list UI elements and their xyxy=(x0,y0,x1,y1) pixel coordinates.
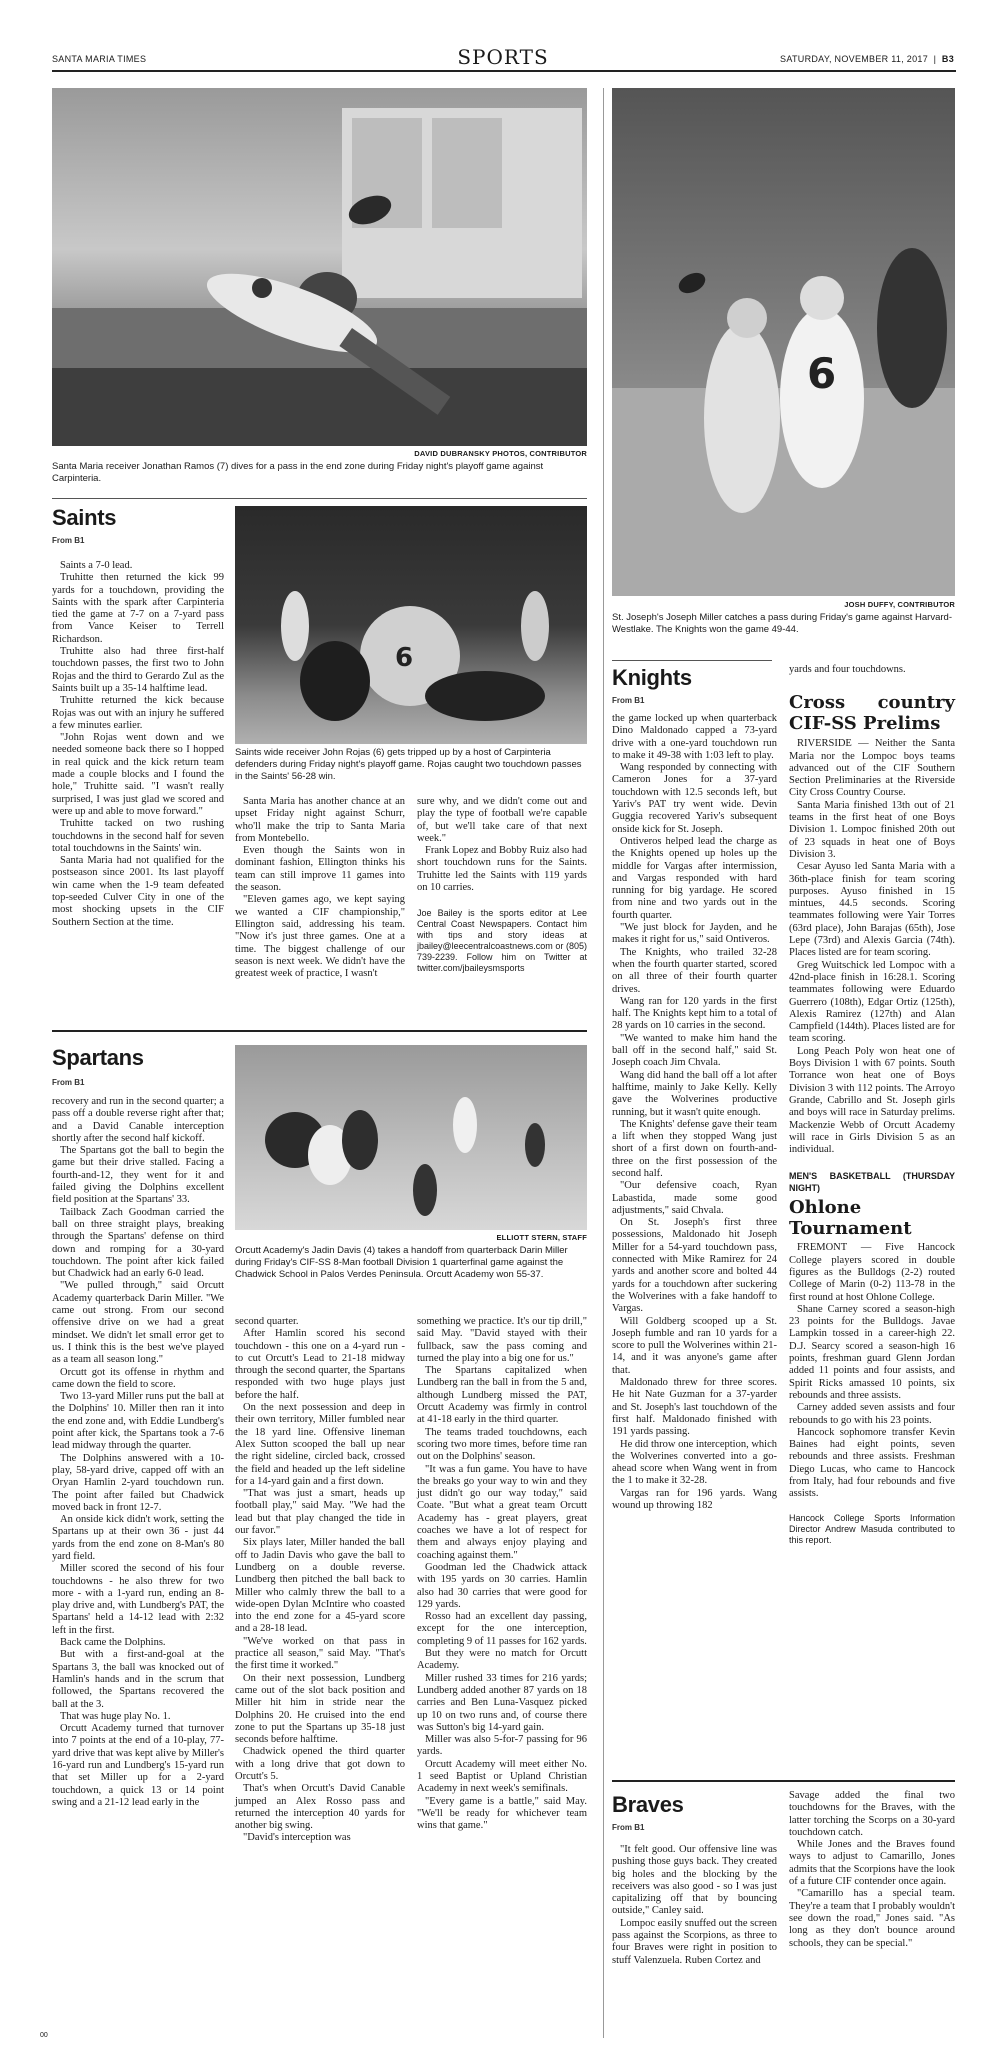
paper-name: SANTA MARIA TIMES xyxy=(52,54,147,64)
paragraph: Miller scored the second of his four touchdowns - he also threw for two more - with a 1-yard run, ending an 8-play drive and, with Lundberg's PAT, the Spartans' held a 14-12 lead with 2:32 left in the first. xyxy=(52,1563,224,1636)
paragraph: "We just block for Jayden, and he makes it right for us," said Ontiveros. xyxy=(612,922,777,946)
section-title: SPORTS xyxy=(457,45,549,69)
paragraph: Will Goldberg scooped up a St. Joseph fumble and ran 10 yards for a score to pull the Wolverines within 21-14, and it was anyone's game after that. xyxy=(612,1315,777,1376)
paragraph: the game locked up when quarterback Dino Maldonado capped a 73-yard drive with a one-yard touchdown run to make it 49-38 with 1:03 left to play. xyxy=(612,713,777,761)
paragraph: Vargas ran for 196 yards. Wang wound up throwing 182 xyxy=(612,1487,777,1511)
paragraph: After Hamlin scored his second touchdown - this one on a 4-yard run - to cut Orcutt's Lead to 21-18 midway through the second quarter, the Spartans responded with two huge plays just before the half. xyxy=(235,1328,405,1401)
saints-column-1 xyxy=(52,560,224,929)
saints-headline: Saints xyxy=(52,505,117,530)
braves-column-1 xyxy=(612,1844,777,1967)
page-date: SATURDAY, NOVEMBER 11, 2017 | B3 xyxy=(780,54,954,64)
paragraph: Truhitte then returned the kick 99 yards for a touchdown, providing the Saints with the spark after Carpinteria tied the game at 7-7 on a 7-yard pass from Vance Keiser to Terrell Richardson. xyxy=(52,572,224,645)
date-text: SATURDAY, NOVEMBER 11, 2017 xyxy=(780,54,929,64)
photo-caption: Orcutt Academy's Jadin Davis (4) takes a handoff from quarterback Darin Miller during Friday's CIF-SS 8-Man football Division 1 quarterfinal game against the Chadwick School in Palos Verdes Peninsula. Orcutt Academy won 55-37. xyxy=(235,1245,568,1280)
paragraph: Hancock sophomore transfer Kevin Baines had eight points, seven rebounds and three assists. Freshman Diego Lucas, who came to Hancock from Italy, had four rebounds and five assists. xyxy=(789,1426,955,1500)
paragraph: Miller was also 5-for-7 passing for 96 yards. xyxy=(417,1734,587,1758)
paragraph: Back came the Dolphins. xyxy=(60,1637,166,1649)
story-rule xyxy=(612,1780,955,1782)
diving-receiver-image xyxy=(52,88,587,446)
paragraph: Miller rushed 33 times for 216 yards; Lundberg added another 87 yards on 18 carries and Ben Luna-Vasquez picked up 10 on two runs and, of course there was Sutton's big 14-yard gain. xyxy=(417,1672,587,1733)
paragraph: Lompoc easily snuffed out the screen pass against the Scorpions, as three to four Braves were right in position to stuff Valenzuela. Ruben Cortez and xyxy=(612,1917,777,1966)
paragraph: On the next possession and deep in their own territory, Miller fumbled near the 18 yard line. Offensive lineman Alex Sutton scooped the ball up near the right sideline, circled back, crossed the field and headed up the left sideline for a 14-yard gain and a first down. xyxy=(235,1402,405,1487)
paragraph: "We wanted to make him hand the ball off in the second half," said St. Joseph coach Jim Chvala. xyxy=(612,1032,777,1069)
braves-column-2 xyxy=(789,1790,955,1950)
paragraph: Santa Maria had not qualified for the postseason since 2001. Its last playoff win came when the 1-9 team defeated top-seeded Culver City in one of the most shocking upsets in the CIF Southern Section at the time. xyxy=(52,855,224,928)
paragraph: Santa Maria has another chance at an upset Friday night against Schurr, who'll make the trip to Santa Maria from Montebello. xyxy=(235,796,405,844)
cross-country-headline: Cross country CIF-SS Prelims xyxy=(789,692,955,735)
paragraph: Orcutt got its offense in rhythm and came down the field to score. xyxy=(52,1366,224,1390)
ohlone-tagline: Hancock College Sports Information Director Andrew Masuda contributed to this report. xyxy=(789,1512,955,1545)
photo-ramos-dive xyxy=(52,88,587,446)
paragraph: Two 13-yard Miller runs put the ball at the Dolphins' 10. Miller then ran it into the end zone and, with Eddie Lundberg's point after kick, the Spartans took a 7-6 lead midway through the quarter. xyxy=(52,1391,224,1452)
paragraph: Wang ran for 120 yards in the first half. The Knights kept him to a total of 28 yards on 10 carries in the second. xyxy=(612,995,777,1032)
spartans-jump: From B1 xyxy=(52,1078,85,1087)
paragraph: Rosso had an excellent day passing, except for the one interception, completing 9 of 11 passes for 162 yards. xyxy=(417,1611,587,1647)
paragraph: Saints a 7-0 lead. xyxy=(60,560,133,571)
paragraph: Carney added seven assists and four rebounds to go with his 23 points. xyxy=(789,1402,955,1426)
spartans-column-1 xyxy=(52,1096,224,1809)
paragraph: "That was just a smart, heads up football play," said May. "We had the lead but that play changed the tide in our favor." xyxy=(235,1488,405,1537)
paragraph: something we practice. It's our tip drill," said May. "David stayed with their fullback, saw the pass coming and turned the play into a big one for us." xyxy=(417,1316,587,1364)
paragraph: recovery and run in the second quarter; a pass off a double reverse right after that; and a David Canable interception shortly after the second half kickoff. xyxy=(52,1096,224,1144)
paragraph: "Eleven games ago, we kept saying we wanted a CIF championship," Ellington said, addressing his team. "Now it's just three games. One at a time. The biggest challenge of our season is next week. We didn't have the greatest week of practice, I wasn't xyxy=(235,894,405,980)
briefs-column xyxy=(789,664,955,1546)
saints-jump: From B1 xyxy=(52,536,85,545)
photo-credit: DAVID DUBRANSKY PHOTOS, CONTRIBUTOR xyxy=(414,449,587,458)
paragraph: The teams traded touchdowns, each scoring two more times, before time ran out on the Dolphins' season. xyxy=(417,1426,587,1463)
paragraph: Cesar Ayuso led Santa Maria with a 36th-place finish for team scoring purposes. Ayuso finished in 15 mintues, 44.5 seconds. Scoring teammates following were Yair Torres (63rd place), John Barajas (65th), Jose Lepe (73rd) and Alexis Garcia (74th). Places listed are for team scoring. xyxy=(789,861,955,959)
page-number: B3 xyxy=(941,54,954,64)
paragraph: "Our defensive coach, Ryan Labastida, made some good adjustments," said Chvala. xyxy=(612,1180,777,1216)
paragraph: Even though the Saints won in dominant fashion, Ellington thinks his team can still improve 11 games into the season. xyxy=(235,845,405,894)
photo-caption: Saints wide receiver John Rojas (6) gets tripped up by a host of Carpinteria defenders during Friday night's playoff game. Rojas caught two touchdown passes in the Saints' 56-28 win. xyxy=(235,747,582,782)
catch-image xyxy=(612,88,955,596)
knights-column-1 xyxy=(612,713,777,1512)
saints-column-2 xyxy=(235,796,405,980)
paragraph: The Knights, who trailed 32-28 when the fourth quarter started, scored on all three of their fourth quarter drives. xyxy=(612,946,777,995)
paragraph: Truhitte also had three first-half touchdown passes, the first two to John Rojas and the third to Gerardo Zul as the Saints built up a 35-14 halftime lead. xyxy=(52,646,224,694)
saints-column-3 xyxy=(417,796,587,974)
photo-caption: St. Joseph's Joseph Miller catches a pass during Friday's game against Harvard-Westlake. The Knights won the game 49-44. xyxy=(612,612,952,635)
photo-miller-catch xyxy=(612,88,955,596)
header-rule xyxy=(52,70,956,72)
photo-credit: JOSH DUFFY, CONTRIBUTOR xyxy=(844,600,955,609)
knights-headline: Knights xyxy=(612,665,692,690)
paragraph: Chadwick opened the third quarter with a long drive that got down to Orcutt's 5. xyxy=(235,1746,405,1782)
paragraph: "We've worked on that pass in practice all season," said May. "That's the first time it worked." xyxy=(235,1635,405,1672)
paragraph: second quarter. xyxy=(235,1316,299,1327)
paragraph: That's when Orcutt's David Canable jumped an Alex Rosso pass and returned the interception 40 yards for another big swing. xyxy=(235,1783,405,1832)
paragraph: Frank Lopez and Bobby Ruiz also had short touchdown runs for the Saints. Truhitte led the Saints with 119 yards on 10 carries. xyxy=(417,845,587,894)
paragraph: That was huge play No. 1. xyxy=(60,1710,171,1722)
braves-jump: From B1 xyxy=(612,1823,645,1832)
paragraph: While Jones and the Braves found ways to adjust to Camarillo, Jones admits that the Scorpions have the look of a future CIF contender once again. xyxy=(789,1839,955,1888)
paragraph: Orcutt Academy will meet either No. 1 seed Baptist or Upland Christian Academy in next week's semifinals. xyxy=(417,1758,587,1795)
paragraph: The Knights' defense gave their team a lift when they stopped Wang just short of a first down on fourth-and-three on the first possession of the second half. xyxy=(612,1118,777,1179)
paragraph: Wang responded by connecting with Cameron Jones for a 37-yard touchdown with 12.5 seconds left, but Yariv's PAT try went wide. Devin Guggia recovered Yariv's subsequent onside kick for St. Joseph. xyxy=(612,762,777,835)
paragraph: sure why, and we didn't come out and play the type of football we're capable of, but we'll take care of that next week." xyxy=(417,796,587,844)
paragraph: But with a first-and-goal at the Spartans 3, the ball was knocked out of Hamlin's hands and in the scrum that followed, the Spartans recovered the ball at the 3. xyxy=(52,1649,224,1710)
svg-text:6: 6 xyxy=(807,349,837,398)
paragraph: Six plays later, Miller handed the ball off to Jadin Davis who gave the ball to Lundberg on a double reverse. Lundberg then pitched the ball back to Miller who calmly threw the ball to a wide-open Dylan McIntire who coasted into the end zone for a 45-yard score and a 28-18 lead. xyxy=(235,1537,405,1635)
paragraph: "David's interception was xyxy=(243,1832,351,1844)
column-divider xyxy=(603,88,604,2038)
paragraph: Orcutt Academy turned that turnover into 7 points at the end of a 10-play, 77-yard drive that was kept alive by Miller's 16-yard run and Lundberg's 15-yard run that set Miller up for a 2-yard touchdown, a quick 13 or 14 point swing and a 21-12 lead early in the xyxy=(52,1723,224,1808)
ohlone-kicker: MEN'S BASKETBALL (THURSDAY NIGHT) xyxy=(789,1171,955,1194)
tackle-image xyxy=(235,506,587,744)
paragraph: Maldonado threw for three scores. He hit Nate Guzman for a 37-yarder and St. Joseph's last touchdown of the first half. Maldonado finished with 191 yards passing. xyxy=(612,1377,777,1438)
paragraph: RIVERSIDE — Neither the Santa Maria nor the Lompoc boys teams advanced out of the CIF Southern Section Preliminaries at the Riverside City Cross Country Course. xyxy=(789,738,955,799)
paragraph: Ontiveros helped lead the charge as the Knights opened up holes up the middle for Vargas after intermission, and Vargas responded with hard running for big yardage. He scored from nine and two yards out in the fourth quarter. xyxy=(612,835,777,921)
photo-caption: Santa Maria receiver Jonathan Ramos (7) dives for a pass in the end zone during Friday night's playoff game against Carpinteria. xyxy=(52,461,544,484)
paragraph: "Every game is a battle," said May. "We'll be ready for whichever team wins that game." xyxy=(417,1795,587,1832)
paragraph: Greg Wuitschick led Lompoc with a 42nd-place finish in 16:28.1. Scoring teammates following were Eduardo Guerrero (108th), Edgar Ortiz (125th), Alexis Ramirez (127th) and Alan Campfield (144th). Places listed are for team scoring. xyxy=(789,959,955,1045)
paragraph: "Camarillo has a special team. They're a team that I probably wouldn't see down the road," Jones said. "As long as they don't bounce around schools, they can be special." xyxy=(789,1888,955,1949)
photo-davis-handoff xyxy=(235,1045,587,1230)
paragraph: On their next possession, Lundberg came out of the slot back position and Miller hit him in stride near the Dolphins 20. He cruised into the end zone to put the Spartans up 35-18 just seconds before halftime. xyxy=(235,1672,405,1746)
paragraph: An onside kick didn't work, setting the Spartans up at their own 36 - just 44 yards from the end zone on 8-Man's 80 yard field. xyxy=(52,1514,224,1562)
paragraph: "We pulled through," said Orcutt Academy quarterback Darin Miller. "We came out strong. From our second offensive drive on we had a great mindset. We didn't let small error get to us. I think this is the best we've played as a team all season long." xyxy=(52,1280,224,1366)
page-footer-code: 00 xyxy=(40,2032,48,2039)
story-rule xyxy=(612,660,772,661)
paragraph: Savage added the final two touchdowns for the Braves, with the latter torching the Scorps on a 30-yard touchdown catch. xyxy=(789,1790,955,1838)
paragraph: On St. Joseph's first three possessions, Maldonado hit Joseph Miller for a 54-yard touchdown pass, connected with Mike Ramirez for 24 yards and another score and bolted 44 yards for a touchdown after suckering the Wolverines with a fake handoff to Vargas. xyxy=(612,1217,777,1315)
paragraph: Santa Maria finished 13th out of 21 teams in the first heat of one Boys Division 1. Lompoc finished 20th out of 23 squads in heat one of Boys Division 3. xyxy=(789,799,955,860)
photo-credit: ELLIOTT STERN, STAFF xyxy=(496,1233,587,1242)
paragraph: Truhitte returned the kick because Rojas was out with an injury he suffered a few minutes earlier. xyxy=(52,695,224,731)
paragraph: "It felt good. Our offensive line was pushing those guys back. They created big holes and the blocking by the receivers was also good - so I was just capitalizing off that by bouncing outside," Canley said. xyxy=(612,1844,777,1917)
paragraph: yards and four touchdowns. xyxy=(789,664,906,675)
paragraph: Wang did hand the ball off a lot after halftime, mainly to Jake Kelly. Kelly gave the Wolverines productive running, but it wasn't quite enough. xyxy=(612,1069,777,1118)
paragraph: Truhitte tacked on two rushing touchdowns in the second half for seven total touchdowns in the Saints' win. xyxy=(52,818,224,854)
handoff-image xyxy=(235,1045,587,1230)
spartans-column-3 xyxy=(417,1316,587,1832)
paragraph: The Dolphins answered with a 10-play, 58-yard drive, capped off with an Oryan Hamlin 2-yard touchdown run. The point after failed but Chadwick moved back in front 12-7. xyxy=(52,1452,224,1513)
paragraph: "John Rojas went down and we needed someone back there so I hopped in real quick and the kick return team made a couple blocks and I found the hole," Truhitte said. "I wasn't really surprised, I was just glad we scored and were up and able to move forward." xyxy=(52,732,224,817)
braves-headline: Braves xyxy=(612,1792,684,1817)
photo-rojas-tackled xyxy=(235,506,587,744)
spartans-column-2 xyxy=(235,1316,405,1845)
paragraph: But they were no match for Orcutt Academy. xyxy=(417,1648,587,1672)
spartans-headline: Spartans xyxy=(52,1045,144,1070)
paragraph: Goodman led the Chadwick attack with 195 yards on 30 carries. Hamlin also had 30 carries that were good for 129 yards. xyxy=(417,1561,587,1610)
paragraph: He did throw one interception, which the Wolverines converted into a go-ahead score when Wang went in from the 1 to make it 32-28. xyxy=(612,1438,777,1487)
paragraph: Long Peach Poly won heat one of Boys Division 1 with 67 points. South Torrance won heat one of Boys Division 3 with 112 points. The Arroyo Grande, Cabrillo and St. Joseph girls and boys will race in Saturday prelims. Mackenzie Webb of Orcutt Academy will race in Girls Division 5 as an individual. xyxy=(789,1045,955,1156)
story-rule xyxy=(52,498,587,499)
story-rule xyxy=(52,1030,587,1032)
paragraph: Shane Carney scored a season-high 23 points for the Bulldogs. Javae Lampkin tossed in a career-high 22. D.J. Searcy scored a season-high 16 points, freshman guard Glenn Jordan added 11 points and four assists, and Spirit Ricks amassed 10 points, six rebounds and three assists. xyxy=(789,1303,955,1401)
svg-text:6: 6 xyxy=(395,643,414,673)
saints-author-tagline: Joe Bailey is the sports editor at Lee Central Coast Newspapers. Contact him with tips and story ideas at jbailey@leecentralcoastnews.com or (805) 739-2239. Follow him on Twitter at twitter.com/jbaileysmsports xyxy=(417,908,587,974)
knights-jump: From B1 xyxy=(612,696,645,705)
paragraph: Tailback Zach Goodman carried the ball on three straight plays, breaking through the Spartans' defense on third down and romping for a 30-yard touchdown. The point after kick failed but Chadwick had an early 6-0 lead. xyxy=(52,1206,224,1280)
ohlone-headline: Ohlone Tournament xyxy=(789,1197,912,1240)
paragraph: FREMONT — Five Hancock College players scored in double figures as the Bulldogs (2-2) routed College of Marin (0-2) 113-78 in the first round at host Ohlone College. xyxy=(789,1242,955,1303)
paragraph: The Spartans capitalized when Lundberg ran the ball in from the 5 and, although Lundberg missed the PAT, Orcutt Academy was firmly in control at 41-18 early in the third quarter. xyxy=(417,1365,587,1426)
paragraph: "It was a fun game. You have to have the breaks go your way to win and they just didn't go our way today," said Coate. "But what a great team Orcutt Academy has - great players, great coaches we have a lot of respect for them and always enjoy playing and coaching against them." xyxy=(417,1463,587,1561)
paragraph: The Spartans got the ball to begin the game but their drive stalled. Facing a fourth-and-12, they went for it and failed giving the Dolphins excellent field position at the Spartans' 33. xyxy=(52,1145,224,1206)
